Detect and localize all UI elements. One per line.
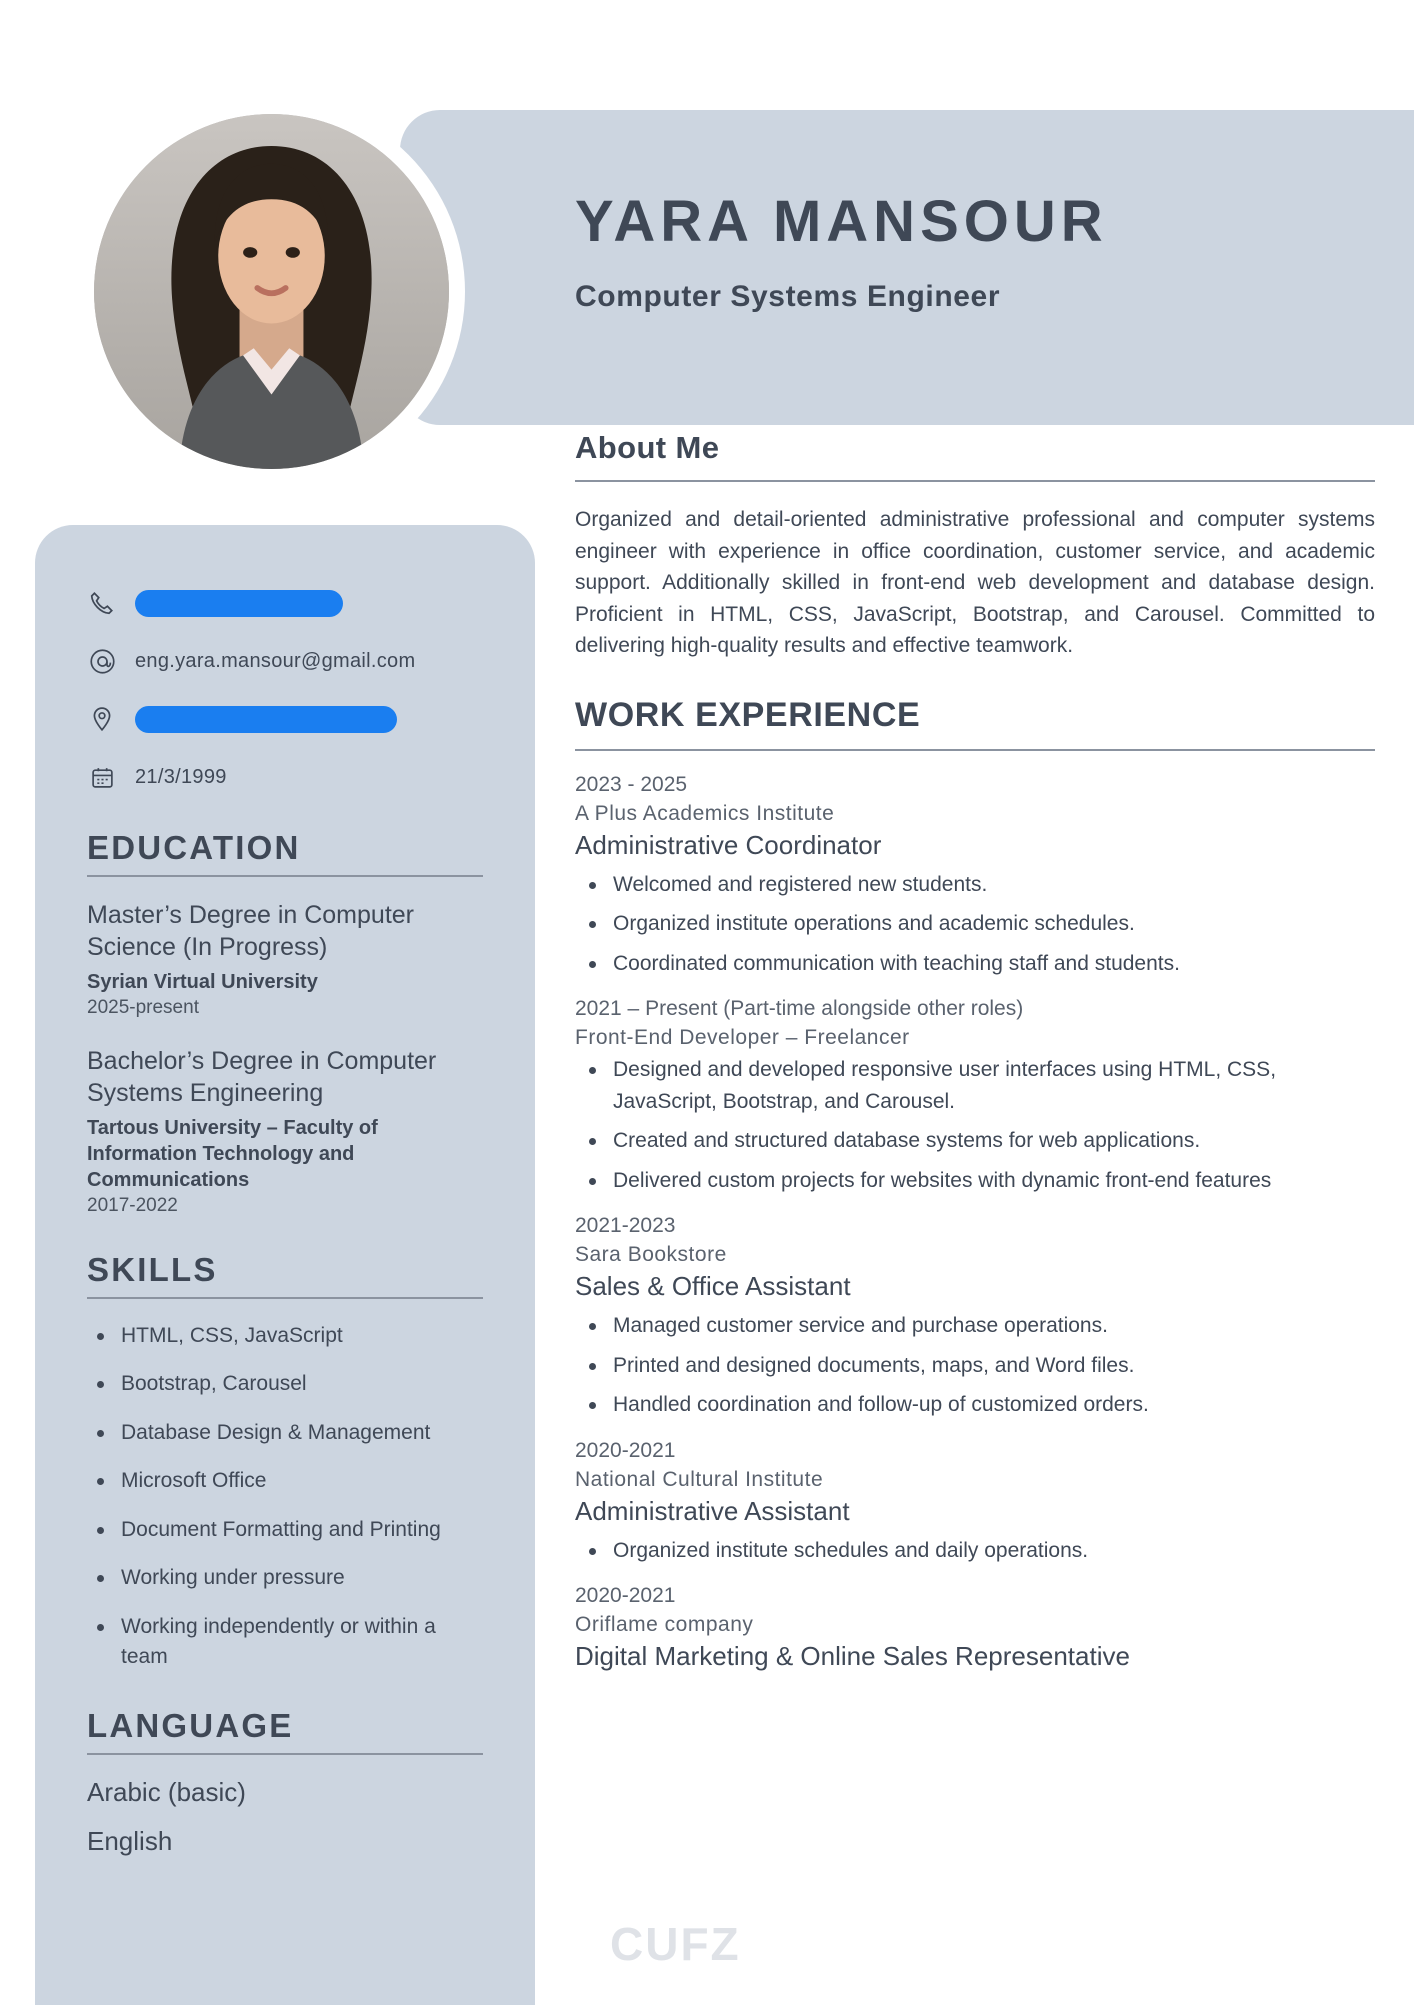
list-item: Working independently or within a team [87, 1612, 483, 1673]
list-item: Managed customer service and purchase operations. [575, 1310, 1375, 1342]
email-value: eng.yara.mansour@gmail.com [135, 649, 416, 672]
work-experience-heading: WORK EXPERIENCE [575, 695, 921, 734]
job-date: 2021-2023 [575, 1214, 676, 1237]
job-date: 2023 - 2025 [575, 772, 688, 796]
about-heading: About Me [575, 430, 720, 465]
header-text [575, 190, 1395, 314]
job-title: Administrative Coordinator [575, 829, 882, 860]
avatar [78, 98, 465, 485]
list-item: Printed and designed documents, maps, and Word files. [575, 1350, 1375, 1382]
birthdate-value: 21/3/1999 [135, 765, 227, 788]
education-divider [87, 875, 483, 877]
list-item: Microsoft Office [87, 1466, 483, 1496]
job-entry [575, 1439, 1375, 1567]
language-item: English [87, 1825, 173, 1856]
job-org: Front-End Developer – Freelancer [575, 1026, 910, 1049]
education-years: 2017-2022 [87, 1195, 178, 1216]
job-date: 2020-2021 [575, 1584, 676, 1607]
language-item: Arabic (basic) [87, 1776, 246, 1807]
list-item: Working under pressure [87, 1563, 483, 1593]
job-bullets [575, 1535, 1375, 1567]
job-title: Administrative Assistant [575, 1495, 850, 1526]
list-item: Delivered custom projects for websites with dynamic front-end features [575, 1165, 1375, 1197]
list-item: Organized institute operations and academic schedules. [575, 908, 1375, 940]
list-item: Created and structured database systems for web applications. [575, 1125, 1375, 1157]
job-entry [575, 997, 1375, 1196]
list-item: Welcomed and registered new students. [575, 869, 1375, 901]
list-item: Bootstrap, Carousel [87, 1369, 483, 1399]
education-years: 2025-present [87, 997, 199, 1018]
work-experience-divider [575, 749, 1375, 751]
education-title: Master’s Degree in Computer Science (In Progress) [87, 901, 414, 961]
job-role-subtitle: Computer Systems Engineer [575, 279, 1001, 313]
list-item: Designed and developed responsive user interfaces using HTML, CSS, JavaScript, Bootstrap, and Carousel. [575, 1054, 1375, 1117]
avatar-photo [94, 114, 449, 469]
skills-heading: SKILLS [87, 1251, 218, 1288]
education-item [87, 1045, 483, 1217]
skills-list [87, 1321, 483, 1673]
job-title: Digital Marketing & Online Sales Representative [575, 1641, 1130, 1671]
job-entry [575, 773, 1375, 980]
job-bullets [575, 869, 1375, 980]
resume-header [0, 0, 1414, 430]
phone-icon [87, 588, 117, 618]
job-org: Sara Bookstore [575, 1243, 727, 1266]
about-text: Organized and detail-oriented administrative professional and computer systems engineer with experience in office coordination, customer service, and academic support. Additionally skilled in front-end web development and database design. Proficient in HTML, CSS, JavaScript, Bootstrap, and Carousel. Committed to delivering high-quality results and effective teamwork. [575, 508, 1375, 657]
education-org: Tartous University – Faculty of Information Technology and Communications [87, 1117, 378, 1191]
about-divider [575, 480, 1375, 482]
education-heading: EDUCATION [87, 829, 301, 866]
job-org: National Cultural Institute [575, 1467, 824, 1491]
contact-email [87, 643, 483, 679]
contact-location [87, 701, 483, 737]
list-item: Coordinated communication with teaching staff and students. [575, 948, 1375, 980]
email-icon [87, 646, 117, 676]
list-item: Organized institute schedules and daily operations. [575, 1535, 1375, 1567]
calendar-icon [87, 762, 117, 792]
location-icon [87, 704, 117, 734]
watermark: CUFZ [610, 1918, 741, 1970]
education-item [87, 899, 483, 1019]
job-bullets [575, 1310, 1375, 1421]
job-org: Oriflame company [575, 1613, 754, 1636]
list-item: Document Formatting and Printing [87, 1515, 483, 1545]
language-heading: LANGUAGE [87, 1706, 294, 1744]
list-item: HTML, CSS, JavaScript [87, 1321, 483, 1351]
job-bullets [575, 1054, 1375, 1196]
list-item: Handled coordination and follow-up of customized orders. [575, 1389, 1375, 1421]
job-date: 2021 – Present (Part-time alongside other roles) [575, 997, 1024, 1020]
language-divider [87, 1753, 483, 1755]
sidebar [35, 525, 535, 2005]
page-title: YARA MANSOUR [575, 189, 1108, 254]
contact-phone [87, 585, 483, 621]
main-column [575, 430, 1375, 1680]
redacted-phone-value [135, 590, 343, 617]
list-item: Database Design & Management [87, 1418, 483, 1448]
job-entry [575, 1214, 1375, 1421]
job-entry [575, 1584, 1375, 1672]
education-org: Syrian Virtual University [87, 971, 318, 993]
job-title: Sales & Office Assistant [575, 1271, 851, 1301]
education-title: Bachelor’s Degree in Computer Systems Engineering [87, 1047, 437, 1107]
skills-divider [87, 1297, 483, 1299]
job-org: A Plus Academics Institute [575, 801, 835, 825]
job-date: 2020-2021 [575, 1438, 676, 1462]
redacted-location-value [135, 706, 397, 733]
contact-birthdate [87, 759, 483, 795]
